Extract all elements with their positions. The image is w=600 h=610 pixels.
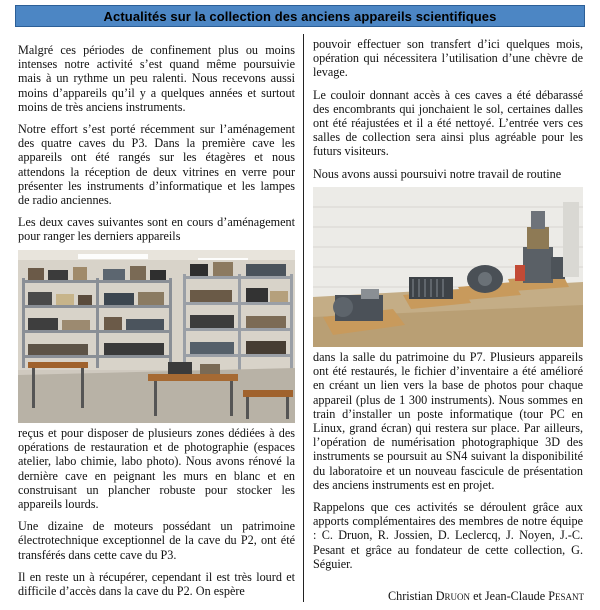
author-1-first: Christian: [388, 589, 436, 603]
cellar-shelves-photo: [18, 250, 295, 423]
left-paragraph-1: Malgré ces périodes de confinement plus ou moins intenses notre activité s’est quand même poursuivie mais à un rythme un peu ralenti. Nous recevons aussi moins d’appareils qu’il y a quelques années et surtout moins de très anciens instruments.: [18, 43, 295, 114]
right-paragraph-2: Le couloir donnant accès à ces caves a été débarassé des encombrants qui jonchaient le sol, certaines dalles ont été réajustées et il a été nettoyé. L’entrée vers ces salles de collection sera ainsi plus agréable pour les futurs visiteurs.: [313, 87, 583, 159]
motors-room-illustration: [313, 187, 583, 347]
left-column-top: [18, 43, 295, 244]
cellar-shelves-illustration: [18, 250, 295, 423]
left-paragraph-2: Notre effort s’est porté récemment sur l’aménagement des quatre caves du P3. Dans la première cave les appareils ont été rangés sur les étagères et nous attendons la réception de deux vitrines en verre pour présenter les instruments d’informatique et les lampes de radio anciennes.: [18, 122, 295, 208]
right-column-bottom: [313, 350, 583, 571]
article-title: Actualités sur la collection des anciens appareils scientifiques: [103, 8, 497, 24]
author-signature: [388, 589, 584, 604]
right-paragraph-3-end: dans la salle du patrimoine du P7. Plusieurs appareils ont été restaurés, le fichier d’inventaire a été amélioré en créant un lien vers la base de photos pour chaque appareil (plus de 1 300 instruments). Nous sommes en train d’installer un poste informatique (tour PC en Linux, grand écran) qui restera sur place. Par ailleurs, l’opération de numérisation photographique 3D des instruments se poursuit au SN4 suivant la disponibilité du laboratoire et un nouveau fascicule de présentation des anciens instruments est en projet.: [313, 350, 583, 492]
right-paragraph-1: pouvoir effectuer son transfert d’ici quelques mois, opération qui nécessitera l’utilisation d’une chèvre de levage.: [313, 37, 583, 80]
left-paragraph-5: Il en reste un à récupérer, cependant il est très lourd et difficile d’accès dans la cave du P2. On espère: [18, 569, 295, 599]
left-paragraph-3-start: Les deux caves suivantes sont en cours d’aménagement pour ranger les derniers appareils: [18, 215, 295, 244]
article-title-bar: [15, 5, 585, 27]
left-paragraph-4: Une dizaine de moteurs possédant un patrimoine électrotechnique exceptionnel de la cave du P2, ont été transférés dans cette cave du P3.: [18, 519, 295, 562]
author-1-last: Druon: [435, 589, 471, 603]
left-paragraph-3-end: reçus et pour disposer de plusieurs zones dédiées à des opérations de restauration et de photographie (espaces atelier, labo chimie, labo photo). Nous avons rénové la dernière cave en peignant les murs en blanc et en construisant un plancher robuste pour stocker les appareils lourds.: [18, 426, 295, 512]
author-connector: et Jean-Claude: [470, 589, 549, 603]
motors-room-photo: [313, 187, 583, 347]
column-divider: [303, 34, 304, 602]
right-column-top: [313, 37, 583, 181]
right-paragraph-3-start: Nous avons aussi poursuivi notre travail de routine: [313, 166, 562, 181]
right-paragraph-4: Rappelons que ces activités se déroulent grâce aux apports complémentaires des membres de notre équipe : C. Druon, R. Jossien, D. Leclercq, J. Noyen, J.-C. Pesant et grâce au fondateur de cette collection, G. Séguier.: [313, 500, 583, 571]
author-2-last: Pesant: [548, 589, 584, 603]
left-column-bottom: [18, 426, 295, 598]
